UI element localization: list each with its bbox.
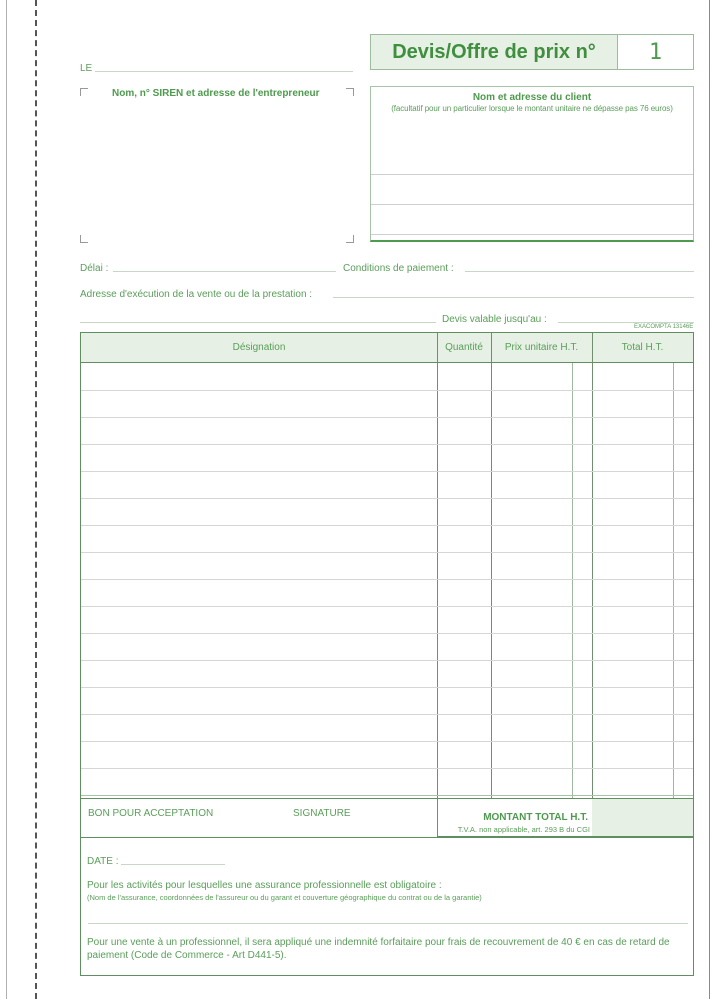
perforation-line bbox=[35, 0, 37, 999]
legal-text: Pour une vente à un professionnel, il sera appliqué une indemnité forfaitaire pour frais de recouvrement de 40 € en cas de retard de paiement (Code de Commerce - Art D441-5). bbox=[87, 937, 670, 961]
date-label: LE bbox=[80, 63, 93, 74]
date-acceptance-label: DATE : bbox=[87, 856, 119, 867]
insurance-title: Pour les activités pour lesquelles une assurance professionnelle est obligatoire : bbox=[87, 880, 442, 891]
corner-mark-tl bbox=[80, 88, 88, 96]
row-line bbox=[81, 606, 693, 607]
acceptance-label: BON POUR ACCEPTATION bbox=[88, 808, 214, 819]
corner-mark-tr bbox=[346, 88, 354, 96]
reference-code: EXACOMPTA 13146E bbox=[634, 324, 694, 330]
cents-divider-prix bbox=[572, 363, 573, 799]
valable-line[interactable] bbox=[558, 322, 694, 323]
delai-label: Délai : bbox=[80, 263, 109, 274]
adresse-line[interactable] bbox=[333, 297, 694, 298]
row-line bbox=[81, 552, 693, 553]
row-line bbox=[81, 471, 693, 472]
date-line[interactable] bbox=[95, 71, 353, 72]
row-line bbox=[81, 390, 693, 391]
corner-mark-bl bbox=[80, 235, 88, 243]
insurance-line[interactable] bbox=[88, 923, 688, 924]
conditions-line[interactable] bbox=[465, 271, 694, 272]
page-edge-left bbox=[6, 0, 7, 999]
document-title: Devis/Offre de prix n° bbox=[370, 34, 618, 70]
date-acceptance-line[interactable] bbox=[121, 864, 225, 865]
corner-mark-br bbox=[346, 235, 354, 243]
column-header-designation: Désignation bbox=[81, 333, 437, 362]
row-line bbox=[81, 768, 693, 769]
column-header-prix-unitaire: Prix unitaire H.T. bbox=[491, 333, 592, 362]
entrepreneur-field[interactable] bbox=[88, 104, 344, 232]
cents-divider-total bbox=[673, 363, 674, 799]
row-line bbox=[81, 579, 693, 580]
row-line bbox=[81, 633, 693, 634]
document-number: 1 bbox=[618, 34, 694, 70]
row-line bbox=[81, 741, 693, 742]
adresse-line-2[interactable] bbox=[80, 322, 436, 323]
col-divider-1 bbox=[437, 333, 438, 837]
adresse-label: Adresse d'exécution de la vente ou de la prestation : bbox=[80, 289, 313, 300]
client-note: (facultatif pour un particulier lorsque le montant unitaire ne dépasse pas 76 euros) bbox=[391, 104, 673, 113]
signature-label: SIGNATURE bbox=[293, 808, 351, 819]
valable-label: Devis valable jusqu'au : bbox=[442, 314, 547, 325]
client-line-3 bbox=[371, 234, 693, 235]
client-title: Nom et adresse du client bbox=[472, 92, 592, 103]
column-header-quantite: Quantité bbox=[437, 333, 491, 362]
row-line bbox=[81, 795, 693, 796]
page-edge-right bbox=[709, 0, 710, 999]
entrepreneur-label: Nom, n° SIREN et adresse de l'entrepreneur bbox=[112, 88, 320, 99]
row-line bbox=[81, 687, 693, 688]
col-divider-3 bbox=[592, 333, 593, 837]
col-divider-2 bbox=[491, 333, 492, 799]
row-line bbox=[81, 660, 693, 661]
column-header-total: Total H.T. bbox=[592, 333, 693, 362]
row-line bbox=[81, 498, 693, 499]
row-line bbox=[81, 525, 693, 526]
total-amount-field[interactable] bbox=[592, 799, 693, 837]
client-box[interactable] bbox=[370, 86, 694, 242]
items-table bbox=[80, 332, 694, 838]
total-label: MONTANT TOTAL H.T. bbox=[483, 812, 588, 823]
insurance-note: (Nom de l'assurance, coordonnées de l'assureur ou du garant et couverture géographique du contrat ou de la garantie) bbox=[87, 893, 482, 902]
row-line bbox=[81, 444, 693, 445]
delai-line[interactable] bbox=[113, 271, 336, 272]
client-line-2 bbox=[371, 204, 693, 205]
row-line bbox=[81, 714, 693, 715]
tva-note: T.V.A. non applicable, art. 293 B du CGI bbox=[457, 825, 590, 834]
row-line bbox=[81, 417, 693, 418]
client-line-1 bbox=[371, 174, 693, 175]
conditions-label: Conditions de paiement : bbox=[343, 263, 454, 274]
